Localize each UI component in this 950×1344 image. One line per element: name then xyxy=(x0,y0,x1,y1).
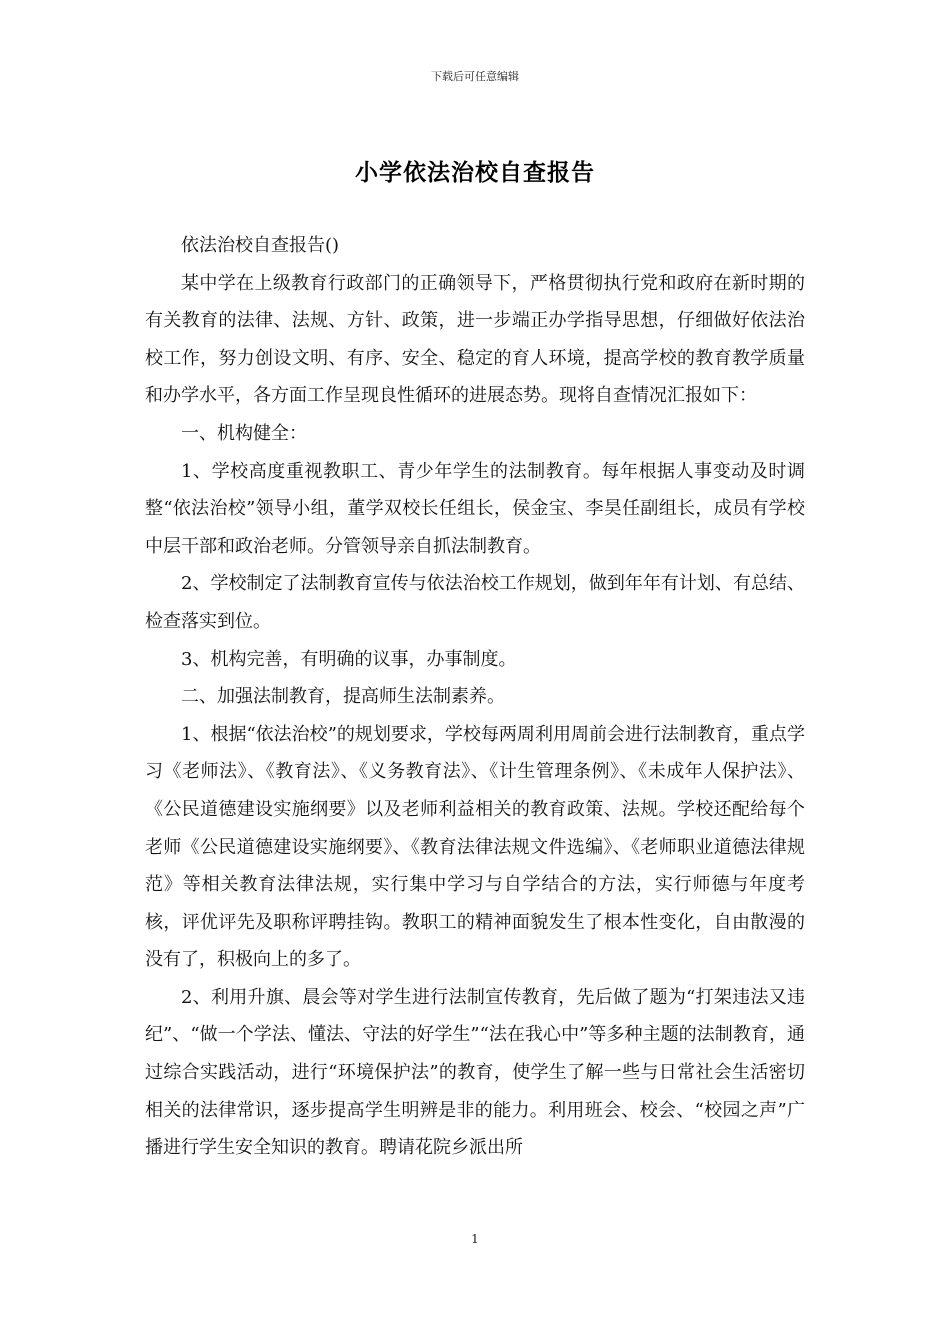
document-body xyxy=(145,227,805,1167)
section-heading-1: 一、机构健全： xyxy=(181,422,307,444)
section-heading-2: 二、加强法制教育，提高师生法制素养。 xyxy=(181,686,505,708)
report-subtitle-paragraph: 依法治校自查报告() xyxy=(181,235,340,256)
page-number: 1 xyxy=(471,1232,479,1246)
intro-paragraph: 某中学在上级教育行政部门的正确领导下，严格贯彻执行党和政府在新时期的有关教育的法律、法规、方针、政策，进一步端正办学指导思想，仔细做好依法治校工作，努力创设文明、有序、安全、稳定的育人环境，提高学校的教育教学质量和办学水平，各方面工作呈现良性循环的进展态势。现将自查情况汇报如下： xyxy=(145,272,805,407)
page-header-note: 下载后可任意编辑 xyxy=(431,70,519,83)
body-paragraph: 3、机构完善，有明确的议事，办事制度。 xyxy=(181,648,517,670)
body-paragraph: 2、利用升旗、晨会等对学生进行法制宣传教育，先后做了题为“打架违法又违纪”、“做一个学法、懂法、守法的好学生”“法在我心中”等多种主题的法制教育，通过综合实践活动，进行“环境保护法”的教育，使学生了解一些与日常社会生活密切相关的法律常识，逐步提高学生明辨是非的能力。利用班会、校会、“校园之声”广播进行学生安全知识的教育。聘请花院乡派出所 xyxy=(145,986,805,1159)
body-paragraph: 2、学校制定了法制教育宣传与依法治校工作规划，做到年年有计划、有总结、检查落实到位。 xyxy=(145,573,805,632)
body-paragraph: 1、学校高度重视教职工、青少年学生的法制教育。每年根据人事变动及时调整“依法治校”领导小组，董学双校长任组长，侯金宝、李昊任副组长，成员有学校中层干部和政治老师。分管领导亲自抓法制教育。 xyxy=(145,460,805,557)
document-title: 小学依法治校自查报告 xyxy=(355,159,595,186)
body-paragraph: 1、根据“依法治校”的规划要求，学校每两周利用周前会进行法制教育，重点学习《老师法》、《教育法》、《义务教育法》、《计生管理条例》、《未成年人保护法》、《公民道德建设实施纲要》以及老师利益相关的教育政策、法规。学校还配给每个老师《公民道德建设实施纲要》、《教育法律法规文件选编》、《老师职业道德法律规范》等相关教育法律法规，实行集中学习与自学结合的方法，实行师德与年度考核，评优评先及职称评聘挂钩。教职工的精神面貌发生了根本性变化，自由散漫的没有了，积极向上的多了。 xyxy=(145,723,805,971)
